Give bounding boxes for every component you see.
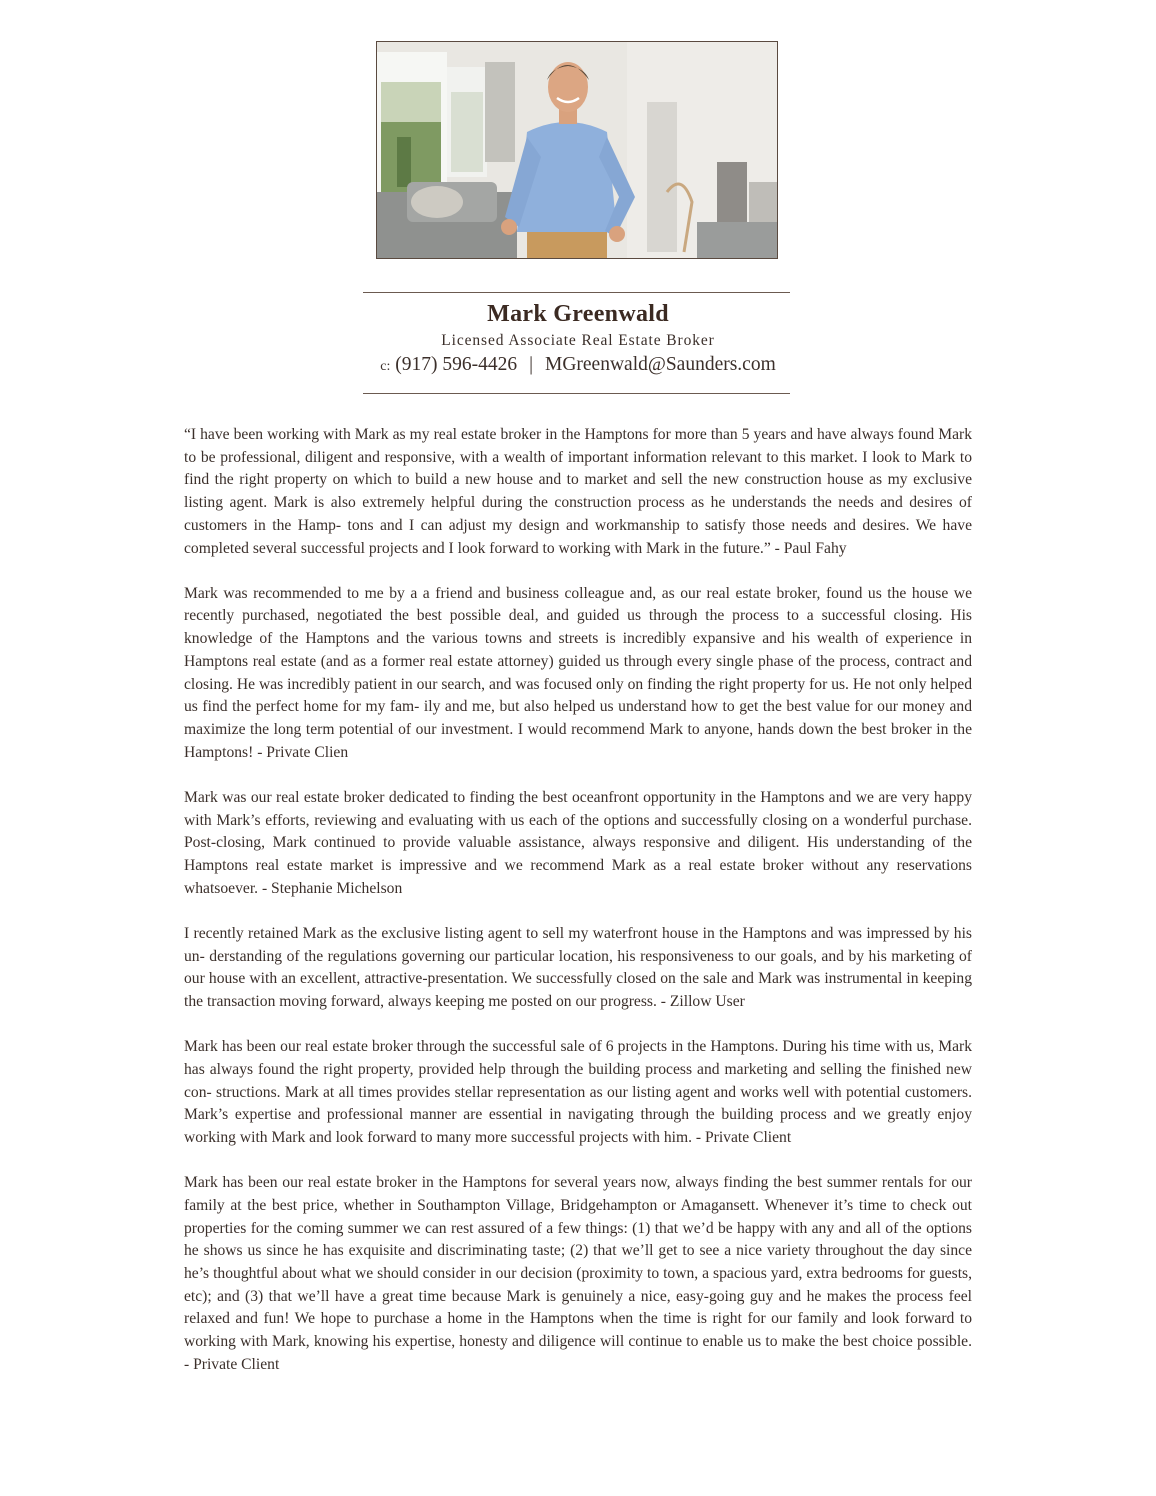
testimonial-paragraph: Mark has been our real estate broker through the successful sale of 6 projects in the Hamptons. During his time with us, Mark has always found the right property, provided help through the building process and marketing and selling the finished new con- structions. Mark at all times provides stellar representation as our listing agent and works well with potential customers. Mark’s expertise and professional manner are essential in navigating through the building process and we greatly enjoy working with Mark and look forward to many more successful projects with him. - Private Client [184,1038,972,1146]
email-link[interactable]: MGreenwald@Saunders.com [544,354,776,375]
testimonials-section [184,424,972,1399]
phone-prefix: c: [380,359,391,374]
testimonial-paragraph: Mark was recommended to me by a a friend and business colleague and, as our real estate broker, found us the house we recently purchased, negotiated the best possible deal, and guided us through the process to a successful closing. His knowledge of the Hamptons and the various towns and streets is incredibly expansive and his wealth of experience in Hamptons real estate (and as a former real estate attorney) guided us through every single phase of the process, contract and closing. He was incredibly patient in our search, and was focused only on finding the right property for us. He not only helped us find the perfect home for my fam- ily and me, but also helped us understand how to get the best value for our money and maximize the long term potential of our investment. I would recommend Mark to anyone, hands down the best broker in the Hamptons! - Private Clien [184,584,972,761]
testimonial-paragraph: “I have been working with Mark as my real estate broker in the Hamptons for more than 5 years and have always found Mark to be professional, diligent and responsive, with a wealth of important information relevant to this market. I look to Mark to find the right property on which to build a new house and to market and sell the new construction house as my exclusive listing agent. Mark is also extremely helpful during the construction process as he understands the needs and desires of customers in the Hamp- tons and I can adjust my design and workmanship to satisfy those needs and desires. We have completed several successful projects and I look forward to working with Mark in the future.” - Paul Fahy [184,426,972,557]
agent-photo [376,41,778,259]
contact-separator: | [529,354,533,375]
phone-number[interactable]: (917) 596-4426 [395,354,518,375]
agent-name: Mark Greenwald [487,301,669,327]
agent-title: Licensed Associate Real Estate Broker [441,332,715,349]
testimonial-paragraph: Mark was our real estate broker dedicated to finding the best oceanfront opportunity in the Hamptons and we are very happy with Mark’s efforts, reviewing and evaluating with us each of the options and successfully closing on a wonderful purchase. Post-closing, Mark continued to provide valuable assistance, always responsive and diligent. His understanding of the Hamptons real estate market is impressive and we recommend Mark as a real estate broker without any reservations whatsoever. - Stephanie Michelson [184,788,972,897]
contact-line [0,354,1156,376]
header-divider-bottom [363,393,790,394]
agent-photo-illustration [377,42,777,258]
testimonial-paragraph: I recently retained Mark as the exclusive listing agent to sell my waterfront house in the Hamptons and was impressed by his un- derstanding of the regulations governing our particular location, his responsiveness to our goals, and by his marketing of our house with an excellent, attractive-presentation. We successfully closed on the sale and Mark was instrumental in keeping the transaction moving forward, always keeping me posted on our progress. - Zillow User [184,924,972,1010]
header-divider-top [363,292,790,293]
testimonial-paragraph: Mark has been our real estate broker in the Hamptons for several years now, always finding the best summer rentals for our family at the best price, whether in Southampton Village, Bridgehampton or Amagansett. Whenever it’s time to check out properties for the coming summer we can rest assured of a few things: (1) that we’d be happy with any and all of the options he shows us since he has exquisite and discriminating taste; (2) that we’ll get to see a nice variety throughout the day since he’s thoughtful about what we should consider in our decision (proximity to town, a spacious yard, extra bedrooms for guests, etc); and (3) that we’ll have a great time because Mark is genuinely a nice, easy-going guy and he makes the process feel relaxed and fun! We hope to purchase a home in the Hamptons when the time is right for our family and look forward to working with Mark, knowing his expertise, honesty and diligence will continue to enable us to make the best choice possible. - Private Client [184,1174,972,1373]
